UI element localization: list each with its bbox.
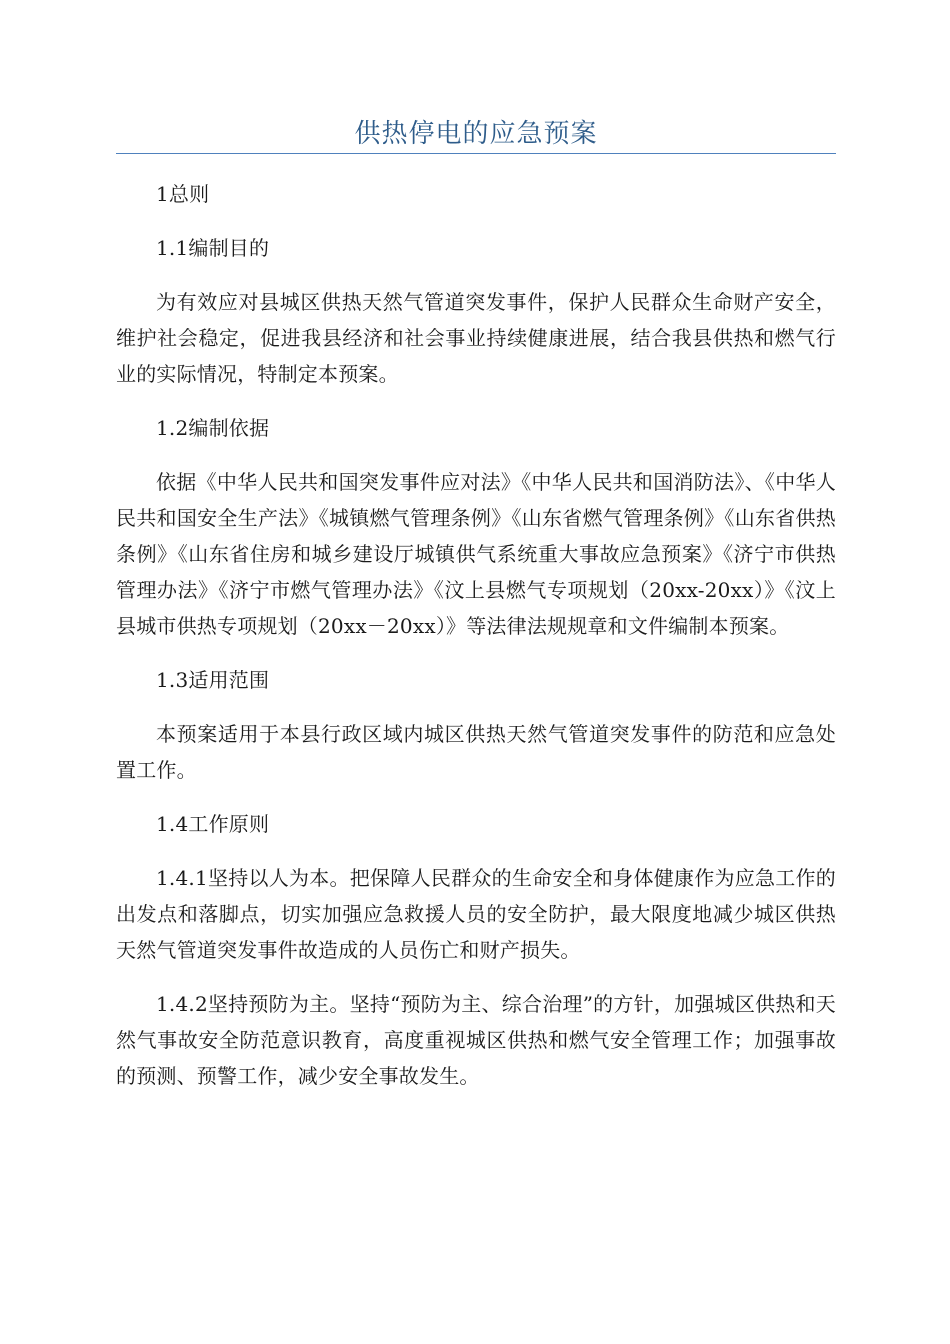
heading-basis: 1.2编制依据 — [156, 416, 270, 440]
heading-scope: 1.3适用范围 — [156, 668, 270, 692]
title-underline — [116, 153, 836, 154]
document-body — [116, 176, 836, 1112]
heading-principles: 1.4工作原则 — [156, 812, 270, 836]
paragraph-basis: 依据《中华人民共和国突发事件应对法》《中华人民共和国消防法》、《中华人民共和国安全生产法》《城镇燃气管理条例》《山东省燃气管理条例》《山东省供热条例》《山东省住房和城乡建设厅城镇供气系统重大事故应急预案》《济宁市供热管理办法》《济宁市燃气管理办法》《汶上县燃气专项规划（20xx-20xx）》《汶上县城市供热专项规划（20xx－20xx）》等法律法规规章和文件编制本预案。 — [116, 470, 836, 638]
paragraph-prevention-first: 1.4.2坚持预防为主。坚持“预防为主、综合治理”的方针，加强城区供热和天然气事故安全防范意识教育，高度重视城区供热和燃气安全管理工作；加强事故的预测、预警工作，减少安全事故发生。 — [116, 992, 836, 1088]
paragraph-people-first: 1.4.1坚持以人为本。把保障人民群众的生命安全和身体健康作为应急工作的出发点和落脚点，切实加强应急救援人员的安全防护，最大限度地减少城区供热天然气管道突发事件故造成的人员伤亡和财产损失。 — [116, 866, 836, 962]
heading-purpose: 1.1编制目的 — [156, 236, 270, 260]
paragraph-purpose: 为有效应对县城区供热天然气管道突发事件，保护人民群众生命财产安全，维护社会稳定，促进我县经济和社会事业持续健康进展，结合我县供热和燃气行业的实际情况，特制定本预案。 — [116, 290, 836, 386]
document-title: 供热停电的应急预案 — [354, 119, 598, 149]
paragraph-scope: 本预案适用于本县行政区域内城区供热天然气管道突发事件的防范和应急处置工作。 — [116, 722, 836, 782]
heading-general: 1总则 — [156, 182, 210, 206]
